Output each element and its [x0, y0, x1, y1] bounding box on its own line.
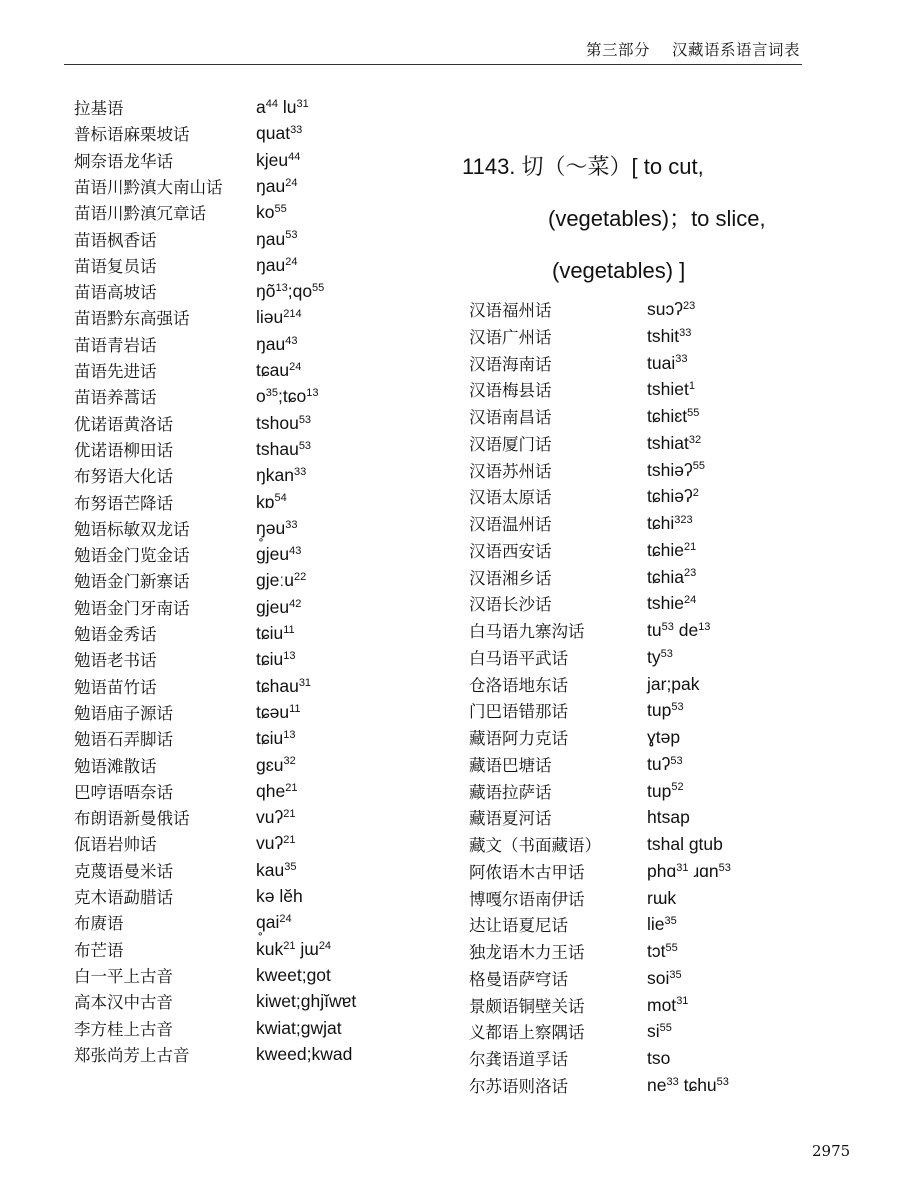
tone-number: 24 — [289, 360, 302, 373]
form-segment: a — [256, 97, 266, 117]
word-form — [256, 646, 295, 675]
word-form — [647, 751, 683, 780]
language-name: 尔龚语道孚话 — [469, 1050, 568, 1069]
word-form — [256, 804, 295, 833]
form-segment: kuk — [256, 938, 284, 959]
form-segment: phɑ — [647, 860, 677, 881]
language-name: 苗语黔东高强话 — [74, 309, 190, 329]
tone-number: 55 — [687, 406, 700, 419]
tone-number: 53 — [298, 413, 312, 426]
form-segment: kjeu — [256, 149, 289, 170]
word-form — [647, 965, 682, 994]
word-form — [647, 617, 710, 646]
form-segment: ty — [647, 646, 661, 667]
tone-number: 13 — [698, 620, 711, 633]
word-form — [256, 331, 297, 360]
word-form — [256, 357, 301, 386]
word-form — [647, 938, 678, 967]
tone-number: 33 — [679, 326, 692, 339]
form-segment: tɕhiəʔ — [647, 486, 693, 507]
form-segment: gjeːu — [256, 570, 294, 591]
language-name: 勉语石弄脚话 — [74, 730, 173, 750]
form-segment: soi — [647, 967, 670, 988]
form-segment: de — [673, 620, 699, 640]
word-form — [256, 515, 297, 544]
word-form — [256, 489, 287, 518]
language-name: 景颇语铜壁关话 — [469, 996, 585, 1016]
language-name: 尔苏语则洛话 — [469, 1076, 568, 1096]
language-name: 汉语广州话 — [469, 327, 552, 347]
language-name: 勉语老书话 — [74, 651, 157, 671]
language-name: 白马语平武话 — [469, 648, 568, 668]
form-segment: tɕəu — [256, 701, 290, 722]
tone-number: 21 — [285, 781, 298, 794]
language-name: 藏语巴塘话 — [469, 755, 552, 775]
form-segment: jar;pak — [647, 673, 700, 694]
tone-number: 53 — [671, 701, 684, 714]
tone-number: 53 — [661, 620, 674, 633]
tone-number: 35 — [664, 915, 677, 928]
tone-number: 32 — [688, 433, 702, 446]
tone-number: 31 — [298, 676, 312, 689]
language-name: 汉语厦门话 — [469, 434, 552, 454]
form-segment: ŋõ — [256, 281, 276, 302]
tone-number: 21 — [283, 939, 296, 952]
tone-number: 21 — [283, 834, 296, 847]
word-form — [647, 697, 684, 726]
tone-number: 11 — [283, 623, 295, 636]
word-form — [647, 323, 691, 352]
form-segment: ŋau — [256, 254, 286, 275]
word-form — [256, 436, 311, 465]
form-segment: tshit — [647, 325, 680, 346]
language-name: 勉语苗竹话 — [74, 677, 157, 697]
language-name: 巴哼语唔奈话 — [74, 782, 173, 802]
word-form — [256, 383, 318, 412]
tone-number: 55 — [274, 203, 287, 216]
tone-number: 23 — [683, 567, 697, 580]
tone-number: 31 — [676, 995, 689, 1008]
tone-number: 13 — [275, 282, 288, 295]
language-name: 郑张尚芳上古音 — [74, 1045, 190, 1065]
form-segment: kweet;got — [256, 964, 331, 985]
header-rule — [64, 64, 802, 65]
word-form — [256, 567, 306, 596]
form-segment: q̥ai — [256, 912, 280, 933]
tone-number: 33 — [293, 466, 307, 479]
word-form — [256, 725, 295, 754]
word-form — [647, 1018, 672, 1047]
word-form — [647, 350, 687, 379]
form-segment: tɕhu — [678, 1074, 717, 1095]
language-name: 汉语梅县话 — [469, 381, 552, 401]
word-form — [256, 673, 311, 702]
language-name: 博嘎尔语南伊话 — [469, 889, 585, 909]
language-name: 藏语拉萨话 — [469, 782, 552, 802]
tone-number: 43 — [285, 334, 298, 347]
word-form — [647, 778, 684, 807]
form-segment: lu — [277, 97, 297, 117]
form-segment: tɕiu — [256, 728, 284, 749]
tone-number: 323 — [674, 513, 693, 526]
entry-title-line-1: 1143. 切（～菜）[ to cut, — [462, 154, 704, 179]
tone-number: 13 — [306, 387, 319, 400]
word-form — [256, 988, 356, 1014]
form-segment: kɒ — [256, 491, 275, 512]
word-form — [256, 962, 331, 988]
form-segment: ne — [647, 1074, 667, 1095]
word-form — [256, 752, 296, 781]
language-name: 勉语金门牙南话 — [74, 598, 190, 618]
language-name: 勉语金门新寨话 — [74, 572, 190, 592]
word-form — [647, 430, 701, 459]
word-form — [256, 830, 295, 859]
form-segment: gjeu — [256, 544, 290, 565]
form-segment: rɯk — [647, 887, 677, 908]
tone-number: 42 — [289, 597, 302, 610]
form-segment: vuʔ — [256, 807, 284, 828]
form-segment: jɯ — [295, 938, 319, 959]
language-name: 达让语夏尼话 — [469, 916, 568, 936]
word-form — [256, 699, 301, 728]
form-segment: tɕiu — [256, 623, 284, 643]
word-form — [647, 1072, 729, 1101]
tone-number: 54 — [274, 492, 287, 505]
word-form — [647, 296, 695, 325]
form-segment: o — [256, 386, 266, 407]
form-segment: ɹɑn — [688, 860, 719, 881]
word-form — [256, 462, 306, 491]
word-form — [647, 457, 705, 486]
tone-number: 35 — [265, 387, 278, 400]
word-form — [647, 376, 695, 405]
language-name: 门巴语错那话 — [469, 702, 568, 722]
language-name: 藏文（书面藏语） — [469, 836, 601, 855]
tone-number: 21 — [683, 540, 697, 553]
word-form — [256, 94, 309, 123]
form-segment: tshiəʔ — [647, 459, 693, 480]
form-segment: ko — [256, 202, 275, 223]
language-name: 白一平上古音 — [74, 966, 173, 986]
language-name: 克蔑语曼米话 — [74, 861, 173, 881]
form-segment: ŋau — [256, 175, 286, 196]
tone-number: 53 — [660, 647, 673, 660]
word-form — [256, 620, 295, 649]
form-segment: ŋau — [256, 333, 286, 354]
form-segment: tɕhia — [647, 566, 684, 587]
tone-number: 31 — [676, 861, 689, 874]
language-name: 炯奈语龙华话 — [74, 151, 173, 171]
form-segment: si — [647, 1021, 660, 1042]
form-segment: ;qo — [287, 281, 313, 302]
form-segment: kau — [256, 859, 285, 880]
form-segment: tshiet — [647, 379, 689, 400]
word-form — [647, 804, 690, 830]
tone-number: 55 — [692, 460, 705, 473]
language-name: 汉语海南话 — [469, 354, 552, 374]
form-segment: tso — [647, 1048, 671, 1068]
form-segment: lie — [647, 914, 665, 935]
word-form — [647, 403, 699, 432]
word-form — [647, 885, 676, 911]
form-segment: tɕau — [256, 360, 290, 380]
form-segment: kiwet;ghjĭwɐt — [256, 991, 357, 1012]
word-form — [647, 992, 688, 1021]
language-name: 苗语川黔滇大南山话 — [74, 177, 223, 197]
language-name: 布芒语 — [74, 940, 124, 960]
tone-number: 24 — [279, 913, 292, 926]
language-name: 勉语金秀话 — [74, 625, 157, 644]
tone-number: 32 — [283, 755, 296, 768]
form-segment: quat — [256, 123, 291, 144]
word-form — [647, 537, 696, 566]
tone-number: 22 — [293, 571, 307, 584]
language-name: 藏语夏河话 — [469, 809, 552, 829]
language-name: 苗语复员话 — [74, 256, 157, 276]
language-name: 优诺语黄洛话 — [74, 414, 173, 434]
form-segment: tɕhau — [256, 675, 299, 696]
language-name: 汉语太原话 — [469, 488, 552, 508]
word-form — [647, 671, 700, 697]
form-segment: tshau — [256, 438, 299, 459]
language-name: 汉语长沙话 — [469, 595, 552, 615]
word-form — [256, 936, 331, 965]
word-form — [256, 199, 287, 228]
language-name: 优诺语柳田话 — [74, 440, 173, 460]
language-name: 苗语青岩话 — [74, 335, 157, 355]
form-segment: tɕhie — [647, 539, 684, 560]
language-name: 独龙语木力王话 — [469, 943, 585, 962]
form-segment: ɣtəp — [647, 727, 681, 747]
tone-number: 53 — [716, 1075, 729, 1088]
language-name: 布赓语 — [74, 914, 124, 934]
form-segment: tshie — [647, 593, 684, 614]
language-name: 阿侬语木古甲话 — [469, 862, 585, 882]
language-name: 汉语湘乡话 — [469, 568, 552, 588]
language-name: 勉语标敏双龙话 — [74, 519, 190, 539]
tone-number: 214 — [283, 308, 302, 321]
tone-number: 55 — [312, 282, 325, 295]
form-segment: tuai — [647, 352, 676, 373]
language-name: 汉语南昌话 — [469, 408, 552, 427]
header-part: 第三部分 — [585, 41, 650, 59]
word-form — [647, 564, 696, 593]
language-name: 汉语苏州话 — [469, 461, 552, 481]
language-name: 普标语麻栗坡话 — [74, 125, 190, 145]
language-name: 拉基语 — [74, 99, 124, 118]
form-segment: ŋ̥əu — [256, 517, 286, 538]
language-name: 仓洛语地东话 — [469, 675, 568, 695]
word-form — [647, 1045, 670, 1071]
tone-number: 33 — [666, 1075, 679, 1088]
tone-number: 53 — [285, 229, 298, 242]
word-form — [256, 147, 300, 176]
language-name: 勉语滩散话 — [74, 756, 157, 776]
tone-number: 24 — [285, 176, 298, 189]
form-segment: ŋkan — [256, 465, 294, 486]
language-name: 佤语岩帅话 — [74, 835, 157, 855]
page-number: 2975 — [812, 1142, 851, 1160]
tone-number: 2 — [692, 487, 699, 500]
word-form — [256, 857, 296, 886]
tone-number: 24 — [285, 255, 298, 268]
word-form — [256, 278, 324, 307]
word-form — [256, 173, 297, 202]
form-segment: vuʔ — [256, 833, 284, 854]
language-name: 苗语川黔滇冗章话 — [74, 204, 206, 224]
form-segment: tɔt — [647, 941, 666, 961]
form-segment: tup — [647, 700, 672, 721]
tone-number: 43 — [289, 545, 302, 558]
form-segment: htsap — [647, 807, 690, 828]
language-name: 汉语西安话 — [469, 541, 552, 561]
tone-number: 31 — [296, 97, 309, 110]
language-name: 白马语九寨沟话 — [469, 622, 585, 641]
word-form — [647, 831, 723, 857]
word-form — [256, 226, 297, 255]
tone-number: 35 — [669, 968, 682, 981]
word-form — [256, 594, 301, 623]
word-form — [647, 590, 696, 619]
word-form — [647, 483, 699, 512]
entry-title-line-3: (vegetables) ] — [552, 258, 686, 283]
language-name: 克木语勐腊话 — [74, 888, 173, 907]
header-section: 汉藏语系语言词表 — [671, 41, 800, 59]
word-form — [256, 410, 311, 439]
language-name: 高本汉中古音 — [74, 993, 173, 1013]
language-name: 义都语上察隅话 — [469, 1023, 585, 1043]
tone-number: 44 — [265, 97, 278, 110]
form-segment: tɕhiɛt — [647, 406, 688, 426]
tone-number: 24 — [683, 594, 697, 607]
language-name: 藏语阿力克话 — [469, 729, 568, 748]
word-form — [256, 541, 301, 570]
form-segment: tshou — [256, 412, 299, 433]
tone-number: 33 — [675, 353, 688, 366]
form-segment: tɕhi — [647, 513, 675, 533]
form-segment: tɕiu — [256, 649, 284, 670]
tone-number: 33 — [290, 124, 303, 137]
tone-number: 21 — [283, 808, 296, 821]
tone-number: 55 — [665, 941, 678, 954]
language-name: 勉语金门览金话 — [74, 546, 190, 566]
form-segment: liəu — [256, 307, 284, 328]
word-form — [256, 120, 302, 149]
tone-number: 24 — [318, 939, 332, 952]
word-form — [256, 778, 297, 807]
tone-number: 11 — [289, 702, 301, 715]
word-form — [647, 510, 693, 539]
language-name: 苗语枫香话 — [74, 230, 157, 250]
running-header — [586, 38, 800, 60]
form-segment: tshiat — [647, 432, 689, 453]
form-segment: gjeu — [256, 596, 290, 617]
word-form — [256, 1041, 352, 1067]
entry-title-line-2: (vegetables)；to slice, — [548, 206, 766, 231]
form-segment: suɔʔ — [647, 299, 683, 319]
word-form — [647, 911, 677, 940]
word-form — [256, 252, 297, 281]
language-name: 苗语养蒿话 — [74, 388, 157, 408]
form-segment: tshal gtub — [647, 834, 723, 854]
form-segment: qhe — [256, 780, 286, 801]
form-segment: kwiat;gwjat — [256, 1017, 342, 1038]
language-name: 布努语芒降话 — [74, 493, 173, 513]
tone-number: 1 — [688, 380, 695, 393]
language-name: 勉语庙子源话 — [74, 703, 173, 723]
language-name: 苗语高坡话 — [74, 283, 157, 303]
form-segment: mot — [647, 994, 677, 1015]
word-form — [256, 304, 302, 333]
tone-number: 33 — [285, 518, 298, 531]
form-segment: tu — [647, 620, 662, 640]
form-segment: ;tɕo — [277, 386, 307, 407]
tone-number: 52 — [671, 781, 684, 794]
tone-number: 55 — [659, 1022, 672, 1035]
word-form — [256, 909, 292, 938]
language-name: 汉语福州话 — [469, 301, 552, 320]
tone-number: 13 — [283, 650, 296, 663]
word-form — [647, 858, 731, 887]
word-form — [256, 883, 303, 909]
tone-number: 23 — [682, 299, 696, 312]
form-segment: tuʔ — [647, 753, 671, 774]
language-name: 汉语温州话 — [469, 515, 552, 534]
form-segment: tup — [647, 780, 672, 801]
tone-number: 53 — [298, 439, 312, 452]
language-name: 李方桂上古音 — [74, 1019, 173, 1039]
tone-number: 13 — [283, 729, 296, 742]
language-name: 苗语先进话 — [74, 362, 157, 381]
word-form — [647, 724, 680, 750]
form-segment: gɛu — [256, 754, 284, 775]
form-segment: kə lĕh — [256, 886, 303, 906]
language-name: 布努语大化话 — [74, 467, 173, 487]
tone-number: 44 — [288, 150, 301, 163]
word-form — [647, 644, 673, 673]
form-segment: ŋau — [256, 228, 286, 249]
language-name: 格曼语萨穹话 — [469, 969, 568, 989]
language-name: 布朗语新曼俄话 — [74, 809, 190, 829]
form-segment: kweed;kwad — [256, 1043, 353, 1064]
tone-number: 53 — [670, 754, 683, 767]
tone-number: 53 — [718, 861, 731, 874]
word-form — [256, 1015, 342, 1041]
tone-number: 35 — [284, 860, 297, 873]
